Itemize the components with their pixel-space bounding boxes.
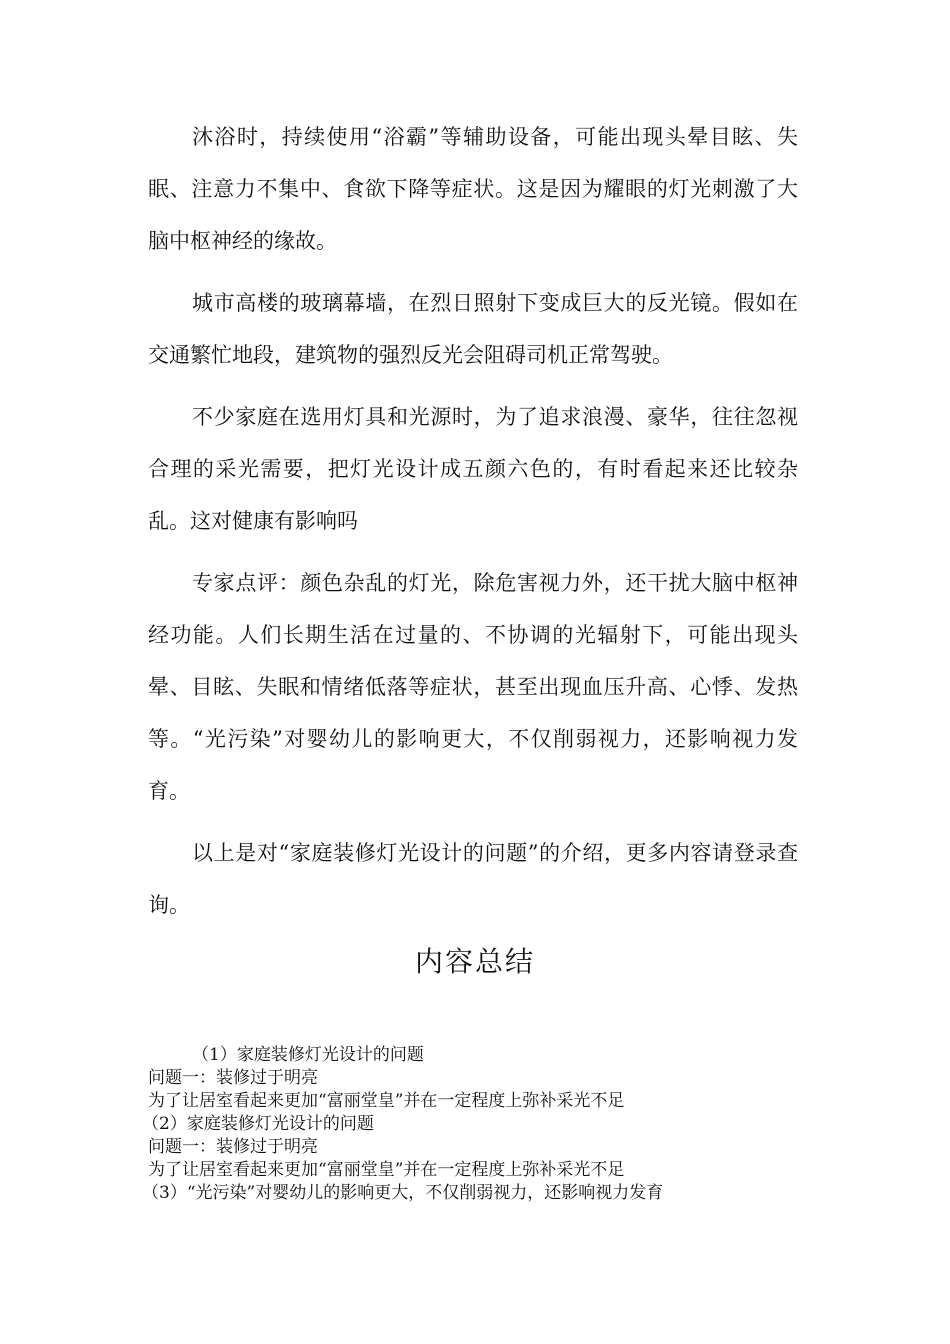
summary-line: （2）家庭装修灯光设计的问题 (142, 1114, 374, 1134)
summary-list (142, 1044, 808, 1205)
summary-line: 为了让居室看起来更加“富丽堂皇”并在一定程度上弥补采光不足 (148, 1160, 625, 1180)
paragraph-bath-heater: 沐浴时，持续使用“浴霸”等辅助设备，可能出现头晕目眩、失眠、注意力不集中、食欲下降等症状。这是因为耀眼的灯光刺激了大脑中枢神经的缘故。 (148, 125, 798, 253)
summary-line: 为了让居室看起来更加“富丽堂皇”并在一定程度上弥补采光不足 (148, 1091, 625, 1111)
paragraph-glass-curtain-wall: 城市高楼的玻璃幕墙，在烈日照射下变成巨大的反光镜。假如在交通繁忙地段，建筑物的强烈反光会阻碍司机正常驾驶。 (148, 291, 798, 367)
summary-line: （3）“光污染”对婴幼儿的影响更大，不仅削弱视力，还影响视力发育 (142, 1183, 664, 1203)
article-body (148, 111, 798, 941)
summary-line: 问题一：装修过于明亮 (148, 1068, 318, 1088)
paragraph-expert-comment: 专家点评：颜色杂乱的灯光，除危害视力外，还干扰大脑中枢神经功能。人们长期生活在过量的、不协调的光辐射下，可能出现头晕、目眩、失眠和情绪低落等症状，甚至出现血压升高、心悸、发热等。“光污染”对婴幼儿的影响更大，不仅削弱视力，还影响视力发育。 (148, 571, 798, 803)
summary-line: 问题一：装修过于明亮 (148, 1137, 318, 1157)
paragraph-closing: 以上是对“家庭装修灯光设计的问题”的介绍，更多内容请登录查询。 (148, 841, 798, 917)
paragraph-colorful-lighting: 不少家庭在选用灯具和光源时，为了追求浪漫、豪华，往往忽视合理的采光需要，把灯光设计成五颜六色的，有时看起来还比较杂乱。这对健康有影响吗 (148, 405, 798, 533)
summary-title: 内容总结 (414, 945, 535, 978)
summary-line: （1）家庭装修灯光设计的问题 (192, 1045, 424, 1065)
